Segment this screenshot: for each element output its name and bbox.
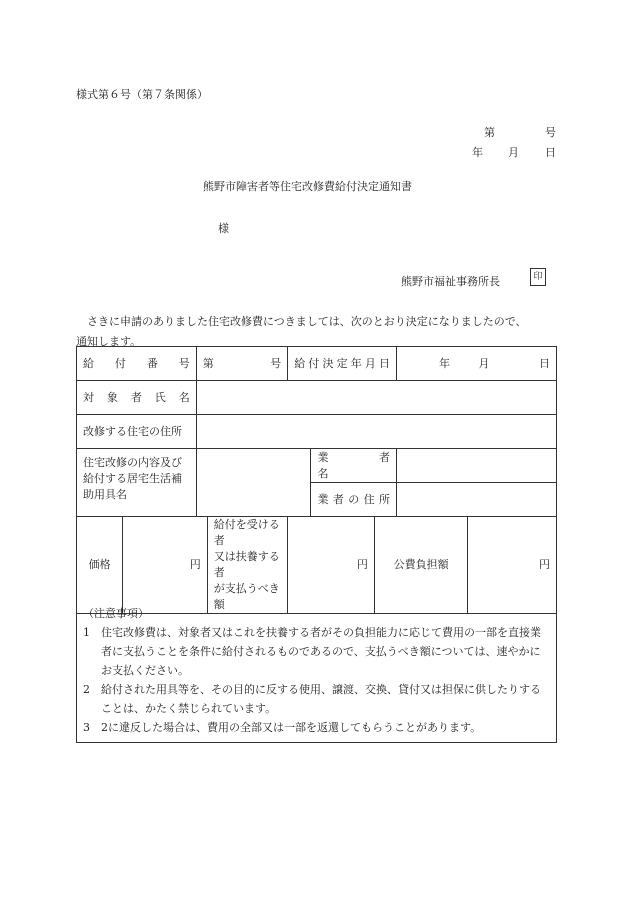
notes-box	[76, 596, 557, 743]
content-label	[77, 449, 197, 517]
kyufu-number-cell	[196, 347, 288, 381]
price-label: 価格	[77, 517, 123, 614]
note-item: 3 2に違反した場合は、費用の全部又は一部を返還してもらうことがあります。	[83, 721, 482, 734]
doc-date-day: 日	[545, 146, 556, 159]
contractor-name-label: 業 者 名	[311, 449, 397, 483]
price-yen: 円	[123, 517, 208, 614]
kyufu-number-prefix: 第	[202, 356, 214, 370]
house-address-label: 改修する住宅の住所	[77, 415, 197, 449]
sender-name: 熊野市福祉事務所長	[401, 275, 500, 288]
notes-heading: （注意事項）	[83, 607, 149, 620]
content-label-line: 助用具名	[83, 488, 127, 501]
target-name-label: 対 象 者 氏 名	[77, 381, 197, 415]
contractor-address-label: 業者の住所	[311, 483, 397, 517]
content-value	[196, 449, 311, 517]
target-name-value	[196, 381, 556, 415]
table-row	[77, 347, 557, 381]
table-row	[77, 449, 557, 483]
doc-number-suffix: 号	[545, 126, 556, 139]
doc-date-year: 年	[472, 146, 483, 159]
kyufu-number-label: 給 付 番 号	[77, 347, 197, 381]
addressee-suffix: 様	[218, 222, 229, 235]
payer-label-line: 又は扶養する者	[213, 550, 280, 579]
note-item: 1 住宅改修費は、対象者又はこれを扶養する者がその負担能力に応じて費用の一部を直接業者に支払うことを条件に給付されるものであるので、支払うべき額については、速やかにお支払ください。	[83, 626, 541, 677]
public-burden-label: 公費負担額	[374, 517, 468, 614]
public-burden-yen: 円	[468, 517, 557, 614]
content-label-line: 給付する居宅生活補	[83, 472, 182, 485]
form-number-label: 様式第６号（第７条関係）	[76, 88, 208, 101]
kyufu-number-suffix: 号	[270, 356, 282, 370]
intro-line-2: 通知します。	[76, 335, 142, 348]
note-item: 2 給付された用具等を、その目的に反する使用、譲渡、交換、貸付又は担保に供したりすることは、かたく禁じられています。	[83, 683, 541, 715]
doc-number-prefix: 第	[484, 126, 495, 139]
kyufu-date-label: 給付決定年月日	[288, 347, 397, 381]
intro-line-1: さきに申請のありました住宅改修費につきましては、次のとおり決定になりましたので、	[87, 315, 527, 328]
decision-table	[76, 346, 557, 614]
contractor-name-value	[396, 449, 556, 483]
table-row	[77, 415, 557, 449]
kyufu-date-day: 日	[539, 356, 550, 370]
payer-yen: 円	[288, 517, 375, 614]
kyufu-date-year: 年	[438, 356, 450, 370]
contractor-address-value	[396, 483, 556, 517]
kyufu-date-cell	[396, 347, 556, 381]
seal-stamp: 印	[530, 268, 546, 286]
document-title: 熊野市障害者等住宅改修費給付決定通知書	[203, 180, 412, 193]
payer-label-line: が支払うべき額	[213, 582, 280, 611]
doc-date-month: 月	[508, 146, 519, 159]
payer-label-line: 給付を受ける者	[213, 518, 280, 547]
table-row	[77, 381, 557, 415]
kyufu-date-month: 月	[478, 356, 490, 370]
content-label-line: 住宅改修の内容及び	[83, 456, 182, 469]
house-address-value	[196, 415, 556, 449]
